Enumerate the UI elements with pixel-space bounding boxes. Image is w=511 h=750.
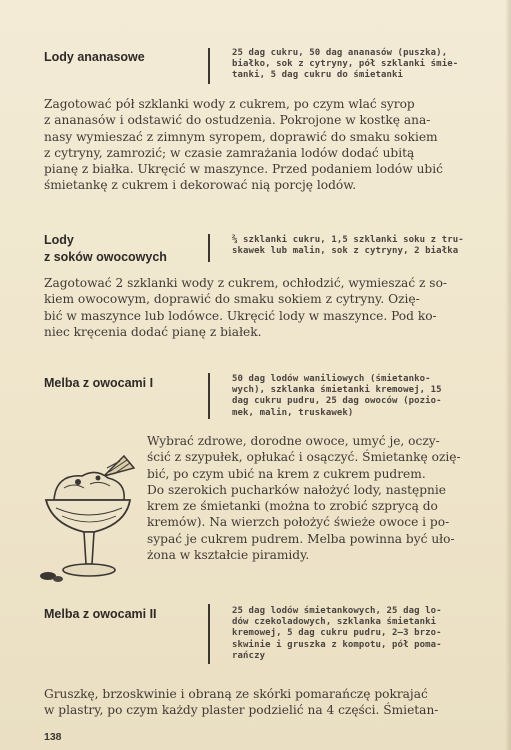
ingredients-divider bbox=[208, 48, 210, 84]
ingredients-lody-ananasowe: 25 dag cukru, 50 dag ananasów (puszka), białko, sok z cytryny, pół szklanki śmie- tanki, 5 dag cukru do śmietanki bbox=[232, 48, 459, 81]
instructions-lody-z-sokow: Zagotować 2 szklanki wody z cukrem, ochłodzić, wymieszać z so- kiem owocowym, doprawić do smaku sokiem z cytryny. Ozię- bić w maszynce lub lodówce. Ukręcić lody w maszynce. Pod ko- niec kręcenia dodać pianę z białek. bbox=[44, 276, 448, 339]
instructions-melba-ii: Gruszkę, brzoskwinie i obraną ze skórki pomarańczę pokrajać w plastry, po czym każdy plaster podzielić na 4 części. Śmietan- bbox=[44, 687, 439, 718]
recipe-title-melba-ii: Melba z owocami II bbox=[44, 607, 157, 621]
recipe-title-lody-z-sokow: Lody z soków owocowych bbox=[44, 233, 167, 264]
ice-cream-coupe-illustration bbox=[34, 438, 144, 588]
recipe-title-melba-i: Melba z owocami I bbox=[44, 376, 154, 390]
recipe-title-lody-ananasowe: Lody ananasowe bbox=[44, 50, 145, 64]
ingredients-melba-i: 50 dag lodów waniliowych (śmietanko- wych), szklanka śmietanki kremowej, 15 dag cukru pudru, 25 dag owoców (pozio- mek, malin, truskawek) bbox=[232, 374, 442, 418]
ingredients-melba-ii: 25 dag lodów śmietankowych, 25 dag lo- dów czekoladowych, szklanka śmietanki kremowej, 5 dag cukru pudru, 2—3 brzo- skwinie i gruszka z kompotu, pół poma- rańczy bbox=[232, 606, 442, 661]
ingredients-divider bbox=[208, 373, 210, 419]
ingredients-divider bbox=[208, 604, 210, 664]
instructions-lody-ananasowe: Zagotować pół szklanki wody z cukrem, po czym wlać syrop z ananasów i odstawić do ostudzenia. Pokrojone w kostkę ana- nasy wymieszać z zimnym syropem, doprawić do smaku sokiem z cytryny, zamrozić; w czasie zamrażania lodów dodać ubitą pianę z białka. Ukręcić w maszynce. Przed podaniem lodów ubić śmietankę z cukrem i dekorować nią porcję lodów. bbox=[44, 97, 443, 193]
page-number: 138 bbox=[44, 731, 62, 743]
ingredients-lody-z-sokow: ⅔ szklanki cukru, 1,5 szklanki soku z tru- skawek lub malin, sok z cytryny, 2 białka bbox=[232, 235, 464, 257]
ingredients-divider bbox=[208, 234, 210, 262]
instructions-melba-i: Wybrać zdrowe, dorodne owoce, umyć je, oczy- ścić z szypułek, opłukać i osączyć. Śmietankę ozię- bić, po czym ubić na krem z cukrem pudrem. Do szerokich pucharków nałożyć lody, następnie krem ze śmietanki (można to zrobić szprycą do kremów). Na wierzch położyć świeże owoce i po- sypać je cukrem pudrem. Melba powinna być uło- żona w kształcie piramidy. bbox=[147, 434, 461, 563]
page-edge-shadow bbox=[505, 0, 511, 750]
